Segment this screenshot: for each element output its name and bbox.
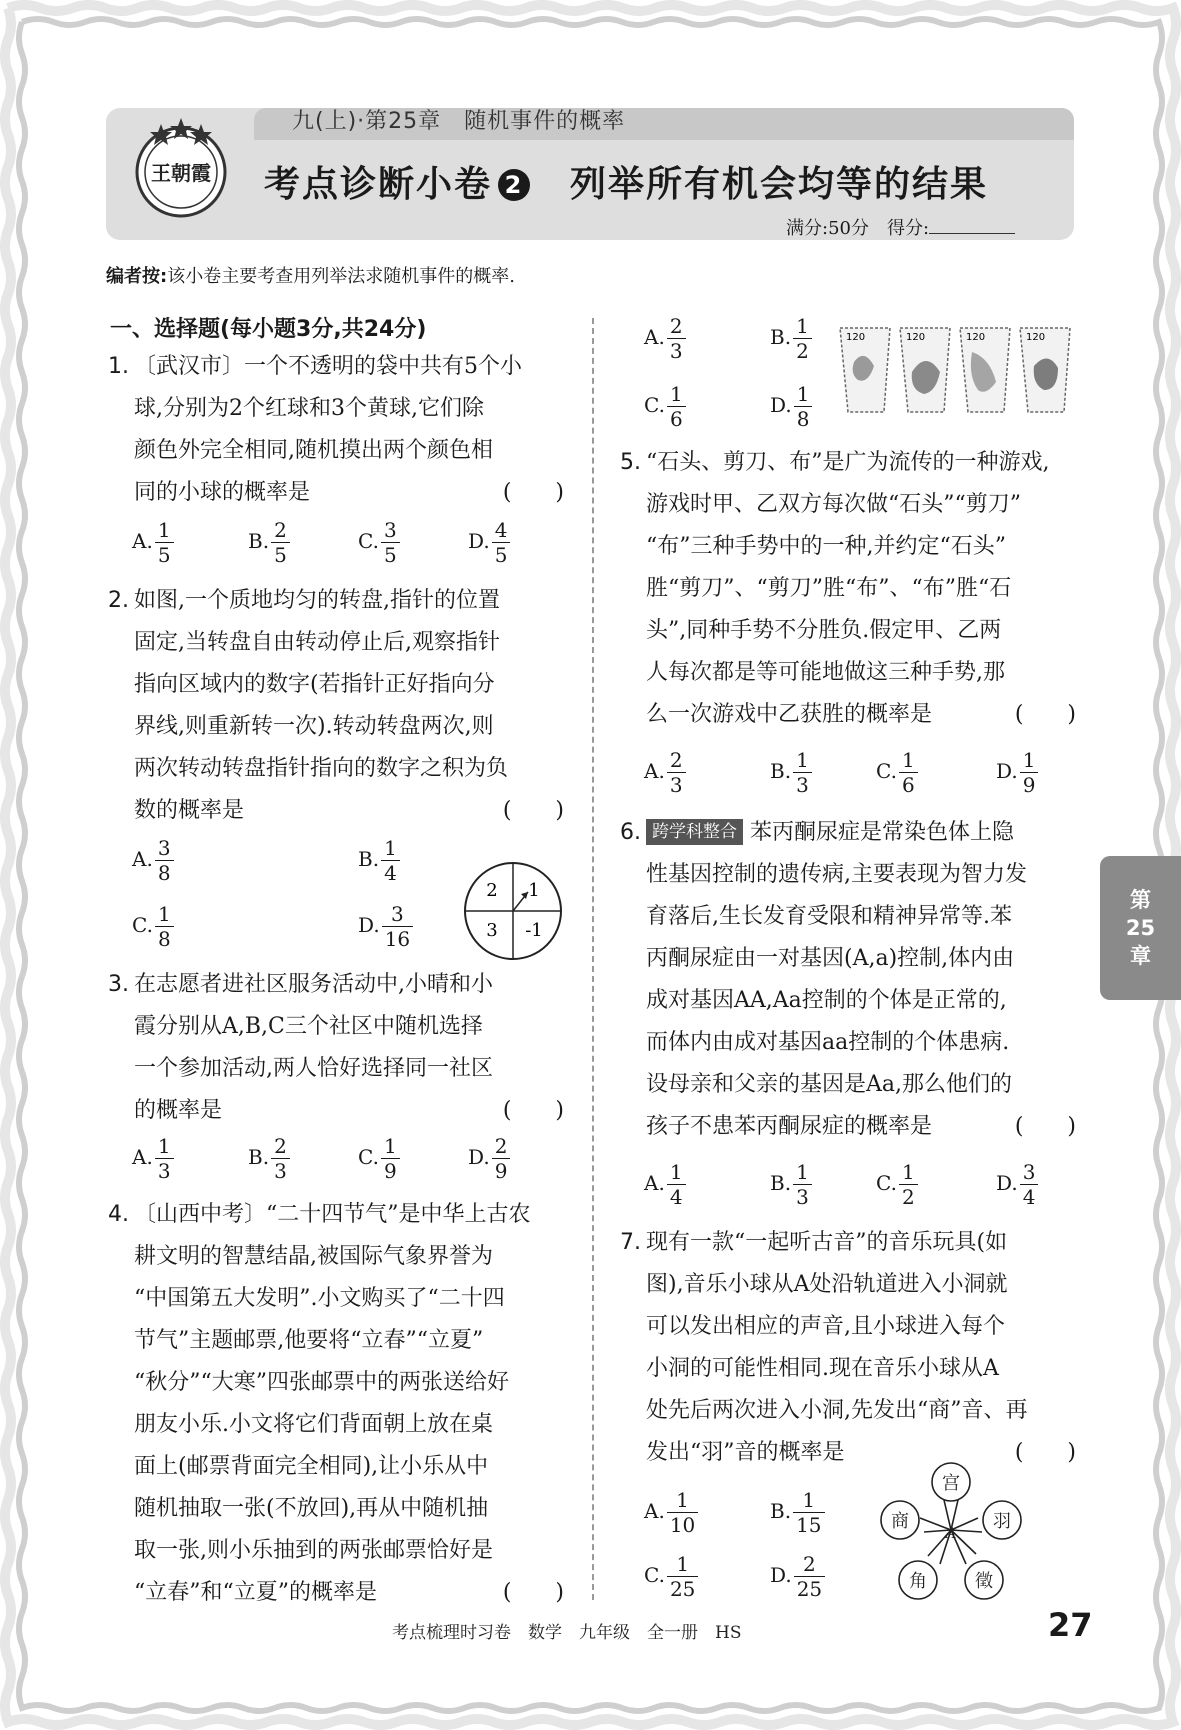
option-label: B. xyxy=(770,1499,792,1523)
denominator: 3 xyxy=(274,1159,287,1183)
option-label: B. xyxy=(770,759,792,783)
option-label: A. xyxy=(132,1145,153,1169)
question-number: 5. xyxy=(620,450,641,475)
footer-text: 考点梳理时习卷 数学 九年级 全一册 HS xyxy=(392,1623,742,1643)
denominator: 6 xyxy=(901,773,915,797)
option-label: C. xyxy=(644,1563,665,1587)
question-line: 而体内由成对基因aa控制的个体患病. xyxy=(646,1030,1010,1055)
stamp-value: 120 xyxy=(1026,332,1046,343)
denominator: 5 xyxy=(383,543,397,567)
option-d[interactable] xyxy=(358,902,413,951)
option-d[interactable] xyxy=(770,1552,825,1601)
fraction xyxy=(381,518,400,567)
option-label: D. xyxy=(996,1171,1018,1195)
question-line: 育落后,生长发育受限和精神异常等.苯 xyxy=(646,904,1012,929)
option-c[interactable] xyxy=(132,902,174,951)
option-c[interactable] xyxy=(358,518,400,567)
option-label: B. xyxy=(248,529,270,553)
fraction xyxy=(492,518,511,567)
stamps-figure xyxy=(836,322,1074,418)
option-b[interactable] xyxy=(248,1134,290,1183)
spinner-label: 1 xyxy=(528,880,540,901)
fraction xyxy=(382,902,413,951)
title-number-badge: 2 xyxy=(498,169,530,201)
answer-paren[interactable]: ( ) xyxy=(502,1580,564,1605)
denominator: 8 xyxy=(157,927,171,951)
option-a[interactable] xyxy=(644,1488,698,1537)
note-label: 商 xyxy=(891,1511,909,1532)
question-number: 7. xyxy=(620,1230,641,1255)
question-line: 〔武汉市〕一个不透明的袋中共有5个小 xyxy=(134,354,522,379)
numerator: 1 xyxy=(899,1160,918,1185)
answer-paren[interactable]: ( ) xyxy=(502,798,564,823)
option-b[interactable] xyxy=(770,1160,812,1209)
option-a[interactable] xyxy=(132,1134,174,1183)
numerator: 3 xyxy=(155,836,174,861)
numerator: 1 xyxy=(155,518,174,543)
option-a[interactable] xyxy=(644,1160,686,1209)
question-line: “石头、剪刀、布”是广为流传的一种游戏, xyxy=(646,450,1050,475)
question-line: 同的小球的概率是 xyxy=(134,480,311,505)
option-c[interactable] xyxy=(358,1134,400,1183)
question-line: 的概率是 xyxy=(134,1098,223,1123)
question-line: 一个参加活动,两人恰好选择同一社区 xyxy=(134,1056,493,1081)
music-toy-figure xyxy=(876,1460,1026,1602)
option-b[interactable] xyxy=(770,1488,825,1537)
stamp-value: 120 xyxy=(906,332,926,343)
denominator: 15 xyxy=(796,1513,822,1537)
note-label: 宫 xyxy=(942,1473,960,1494)
stamp-value: 120 xyxy=(966,332,986,343)
question-line: 苯丙酮尿症是常染色体上隐 xyxy=(750,820,1015,845)
section-title: 一、选择题(每小题3分,共24分) xyxy=(110,317,427,342)
question-line: 人每次都是等可能地做这三种手势,那 xyxy=(646,660,1005,685)
denominator: 2 xyxy=(796,339,809,363)
fraction xyxy=(1020,748,1039,797)
fraction xyxy=(155,902,174,951)
denominator: 3 xyxy=(796,1185,809,1209)
option-label: C. xyxy=(358,529,379,553)
question-line: 取一张,则小乐抽到的两张邮票恰好是 xyxy=(134,1538,493,1563)
fraction xyxy=(667,382,686,431)
question-line: 小洞的可能性相同.现在音乐小球从A xyxy=(646,1356,999,1381)
fraction xyxy=(899,1160,918,1209)
side-tab-line: 章 xyxy=(1130,944,1151,968)
option-c[interactable] xyxy=(876,748,918,797)
question-line: 数的概率是 xyxy=(134,798,245,823)
question-line: 设母亲和父亲的基因是Aa,那么他们的 xyxy=(646,1072,1012,1097)
option-d[interactable] xyxy=(770,382,812,431)
question-line: 颜色外完全相同,随机摸出两个颜色相 xyxy=(134,438,493,463)
fraction xyxy=(271,518,290,567)
chapter-line: 九(上)·第25章 随机事件的概率 xyxy=(292,109,626,134)
question-line: 游戏时甲、乙双方每次做“石头”“剪刀” xyxy=(646,492,1021,517)
fraction xyxy=(381,1134,400,1183)
answer-paren[interactable]: ( ) xyxy=(502,480,564,505)
question-line: 在志愿者进社区服务活动中,小晴和小 xyxy=(134,972,493,997)
score-text: 满分:50分 得分: xyxy=(786,218,930,239)
question-6 xyxy=(620,812,1076,1148)
question-5 xyxy=(620,442,1076,736)
denominator: 25 xyxy=(796,1577,823,1601)
numerator: 1 xyxy=(793,1160,812,1185)
option-label: A. xyxy=(644,1171,665,1195)
numerator: 2 xyxy=(667,314,686,339)
question-line: 头”,同种手势不分胜负.假定甲、乙两 xyxy=(646,618,1002,643)
chapter-side-tab xyxy=(1100,856,1181,1000)
question-number: 6. xyxy=(620,820,641,845)
option-d[interactable] xyxy=(996,1160,1038,1209)
question-3 xyxy=(108,964,564,1132)
editor-note xyxy=(106,262,515,288)
denominator: 3 xyxy=(669,339,683,363)
note-label: 徵 xyxy=(975,1571,993,1592)
option-label: C. xyxy=(132,913,153,937)
option-label: C. xyxy=(876,759,897,783)
numerator: 1 xyxy=(667,1488,698,1513)
numerator: 2 xyxy=(271,518,290,543)
editor-note-label: 编者按: xyxy=(106,266,168,287)
option-label: A. xyxy=(644,1499,665,1523)
question-line: “布”三种手势中的一种,并约定“石头” xyxy=(646,534,1006,559)
numerator: 2 xyxy=(271,1134,290,1159)
numerator: 1 xyxy=(793,1488,824,1513)
answer-paren[interactable]: ( ) xyxy=(1014,1114,1076,1139)
editor-note-text: 该小卷主要考查用列举法求随机事件的概率. xyxy=(167,266,515,287)
option-label: D. xyxy=(358,913,380,937)
numerator: 3 xyxy=(381,518,400,543)
numerator: 4 xyxy=(492,518,511,543)
option-a[interactable] xyxy=(132,836,174,885)
option-c[interactable] xyxy=(644,1552,698,1601)
numerator: 1 xyxy=(667,382,686,407)
option-label: B. xyxy=(770,1171,792,1195)
question-7 xyxy=(620,1222,1076,1474)
fraction xyxy=(667,1552,698,1601)
fraction xyxy=(492,1134,511,1183)
denominator: 2 xyxy=(901,1185,915,1209)
note-label: 羽 xyxy=(993,1511,1011,1532)
denominator: 8 xyxy=(796,407,810,431)
denominator: 5 xyxy=(157,543,171,567)
numerator: 1 xyxy=(1020,748,1039,773)
option-label: D. xyxy=(770,393,792,417)
fraction xyxy=(155,518,174,567)
denominator: 5 xyxy=(494,543,508,567)
numerator: 2 xyxy=(794,1552,825,1577)
option-label: D. xyxy=(468,1145,490,1169)
question-line: 界线,则重新转一次).转动转盘两次,则 xyxy=(134,714,494,739)
denominator: 4 xyxy=(1022,1185,1036,1209)
fraction xyxy=(1020,1160,1039,1209)
option-label: D. xyxy=(996,759,1018,783)
option-b[interactable] xyxy=(770,314,812,363)
fraction xyxy=(899,748,918,797)
question-line: 处先后两次进入小洞,先发出“商”音、再 xyxy=(646,1398,1028,1423)
answer-paren[interactable]: ( ) xyxy=(502,1098,564,1123)
numerator: 1 xyxy=(899,748,918,773)
option-label: A. xyxy=(132,529,153,553)
stamp-image xyxy=(900,328,950,412)
spinner-label: -1 xyxy=(525,920,543,941)
question-line: 丙酮尿症由一对基因(A,a)控制,体内由 xyxy=(646,946,1015,971)
denominator: 9 xyxy=(494,1159,508,1183)
question-line: 现有一款“一起听古音”的音乐玩具(如 xyxy=(646,1230,1008,1255)
numerator: 2 xyxy=(492,1134,511,1159)
fraction xyxy=(793,1488,824,1537)
score-blank[interactable] xyxy=(929,233,1015,234)
question-1 xyxy=(108,346,564,514)
page-title xyxy=(264,156,988,207)
option-c[interactable] xyxy=(644,382,686,431)
numerator: 1 xyxy=(381,1134,400,1159)
question-line: 面上(邮票背面完全相同),让小乐从中 xyxy=(134,1454,489,1479)
fraction xyxy=(794,1552,825,1601)
numerator: 1 xyxy=(794,382,813,407)
question-number: 2. xyxy=(108,588,129,613)
title-subtitle: 列举所有机会均等的结果 xyxy=(570,164,989,205)
question-line: 霞分别从A,B,C三个社区中随机选择 xyxy=(134,1014,483,1039)
question-line: 固定,当转盘自由转动停止后,观察指针 xyxy=(134,630,500,655)
fraction xyxy=(155,836,174,885)
option-d[interactable] xyxy=(468,518,510,567)
denominator: 4 xyxy=(384,861,397,885)
denominator: 8 xyxy=(157,861,171,885)
numerator: 3 xyxy=(1020,1160,1039,1185)
stamp-image xyxy=(840,328,890,412)
question-line: “立春”和“立夏”的概率是 xyxy=(134,1580,377,1605)
question-line: 如图,一个质地均匀的转盘,指针的位置 xyxy=(134,588,500,613)
stamp-value: 120 xyxy=(846,332,866,343)
fraction xyxy=(667,1160,686,1209)
option-a[interactable] xyxy=(644,748,686,797)
option-a[interactable] xyxy=(644,314,686,363)
question-line: 两次转动转盘指针指向的数字之积为负 xyxy=(134,756,509,781)
page-number: 27 xyxy=(1048,1606,1093,1644)
question-line: 图),音乐小球从A处沿轨道进入小洞就 xyxy=(646,1272,1008,1297)
denominator: 6 xyxy=(669,407,683,431)
option-label: B. xyxy=(358,847,380,871)
denominator: 3 xyxy=(669,773,683,797)
question-2 xyxy=(108,580,564,832)
option-b[interactable] xyxy=(770,748,812,797)
question-line: 发出“羽”音的概率是 xyxy=(646,1440,845,1465)
question-line: 可以发出相应的声音,且小球进入每个 xyxy=(646,1314,1005,1339)
numerator: 1 xyxy=(155,1134,174,1159)
question-line: “秋分”“大寒”四张邮票中的两张送给好 xyxy=(134,1370,509,1395)
option-label: A. xyxy=(132,847,153,871)
question-line: 性基因控制的遗传病,主要表现为智力发 xyxy=(646,862,1027,887)
option-label: A. xyxy=(644,325,665,349)
numerator: 1 xyxy=(381,836,400,861)
question-line: 么一次游戏中乙获胜的概率是 xyxy=(646,702,933,727)
option-d[interactable] xyxy=(468,1134,510,1183)
logo-text: 王朝霞 xyxy=(151,161,211,185)
stamp-image xyxy=(960,328,1010,412)
fraction xyxy=(271,1134,290,1183)
question-line: 胜“剪刀”、“剪刀”胜“布”、“布”胜“石 xyxy=(646,576,1012,601)
denominator: 3 xyxy=(157,1159,171,1183)
spinner-figure xyxy=(458,856,568,966)
question-line: 朋友小乐.小文将它们背面朝上放在桌 xyxy=(134,1412,493,1437)
numerator: 2 xyxy=(667,748,686,773)
question-line: 指向区域内的数字(若指针正好指向分 xyxy=(134,672,495,697)
option-c[interactable] xyxy=(876,1160,918,1209)
option-label: D. xyxy=(468,529,490,553)
denominator: 10 xyxy=(669,1513,696,1537)
fraction xyxy=(794,382,813,431)
question-line: 耕文明的智慧结晶,被国际气象界誉为 xyxy=(134,1244,493,1269)
column-divider xyxy=(592,318,594,1600)
denominator: 9 xyxy=(383,1159,397,1183)
numerator: 1 xyxy=(667,1552,698,1577)
numerator: 1 xyxy=(667,1160,686,1185)
fraction xyxy=(381,836,400,885)
fraction xyxy=(793,748,812,797)
denominator: 3 xyxy=(796,773,809,797)
question-number: 1. xyxy=(108,354,129,379)
fraction xyxy=(667,748,686,797)
stamp-image xyxy=(1020,328,1070,412)
option-label: B. xyxy=(770,325,792,349)
option-b[interactable] xyxy=(358,836,400,885)
fraction xyxy=(793,314,812,363)
score-line xyxy=(786,214,1015,240)
fraction xyxy=(667,1488,698,1537)
spinner-label: 3 xyxy=(486,920,498,941)
note-label: 角 xyxy=(909,1571,927,1592)
option-label: D. xyxy=(770,1563,792,1587)
title-main: 考点诊断小卷 xyxy=(264,164,493,205)
fraction xyxy=(667,314,686,363)
denominator: 16 xyxy=(384,927,411,951)
option-d[interactable] xyxy=(996,748,1038,797)
answer-paren[interactable]: ( ) xyxy=(1014,702,1076,727)
logo-seal xyxy=(126,112,236,224)
question-line: 〔山西中考〕“二十四节气”是中华上古农 xyxy=(134,1202,531,1227)
numerator: 1 xyxy=(155,902,174,927)
denominator: 5 xyxy=(274,543,287,567)
question-4 xyxy=(108,1194,564,1614)
question-number: 4. xyxy=(108,1202,129,1227)
question-line: 孩子不患苯丙酮尿症的概率是 xyxy=(646,1114,933,1139)
option-label: C. xyxy=(358,1145,379,1169)
denominator: 4 xyxy=(669,1185,683,1209)
numerator: 3 xyxy=(382,902,413,927)
fraction xyxy=(155,1134,174,1183)
option-b[interactable] xyxy=(248,518,290,567)
question-line: 球,分别为2个红球和3个黄球,它们除 xyxy=(134,396,484,421)
option-label: C. xyxy=(876,1171,897,1195)
option-label: B. xyxy=(248,1145,270,1169)
question-line: “中国第五大发明”.小文购买了“二十四 xyxy=(134,1286,505,1311)
question-line: 随机抽取一张(不放回),再从中随机抽 xyxy=(134,1496,489,1521)
option-label: C. xyxy=(644,393,665,417)
denominator: 9 xyxy=(1022,773,1036,797)
question-line: 节气”主题邮票,他要将“立春”“立夏” xyxy=(134,1328,484,1353)
side-tab-line: 第 xyxy=(1130,888,1151,912)
numerator: 1 xyxy=(793,748,812,773)
question-line: 成对基因AA,Aa控制的个体是正常的, xyxy=(646,988,1007,1013)
cross-discipline-badge: 跨学科整合 xyxy=(646,819,743,845)
option-a[interactable] xyxy=(132,518,174,567)
spinner-label: 2 xyxy=(486,880,498,901)
fraction xyxy=(793,1160,812,1209)
answer-paren[interactable]: ( ) xyxy=(1014,1440,1076,1465)
option-label: A. xyxy=(644,759,665,783)
question-number: 3. xyxy=(108,972,129,997)
center-label: A xyxy=(945,1524,957,1542)
numerator: 1 xyxy=(793,314,812,339)
denominator: 25 xyxy=(669,1577,696,1601)
side-tab-line: 25 xyxy=(1125,916,1156,940)
